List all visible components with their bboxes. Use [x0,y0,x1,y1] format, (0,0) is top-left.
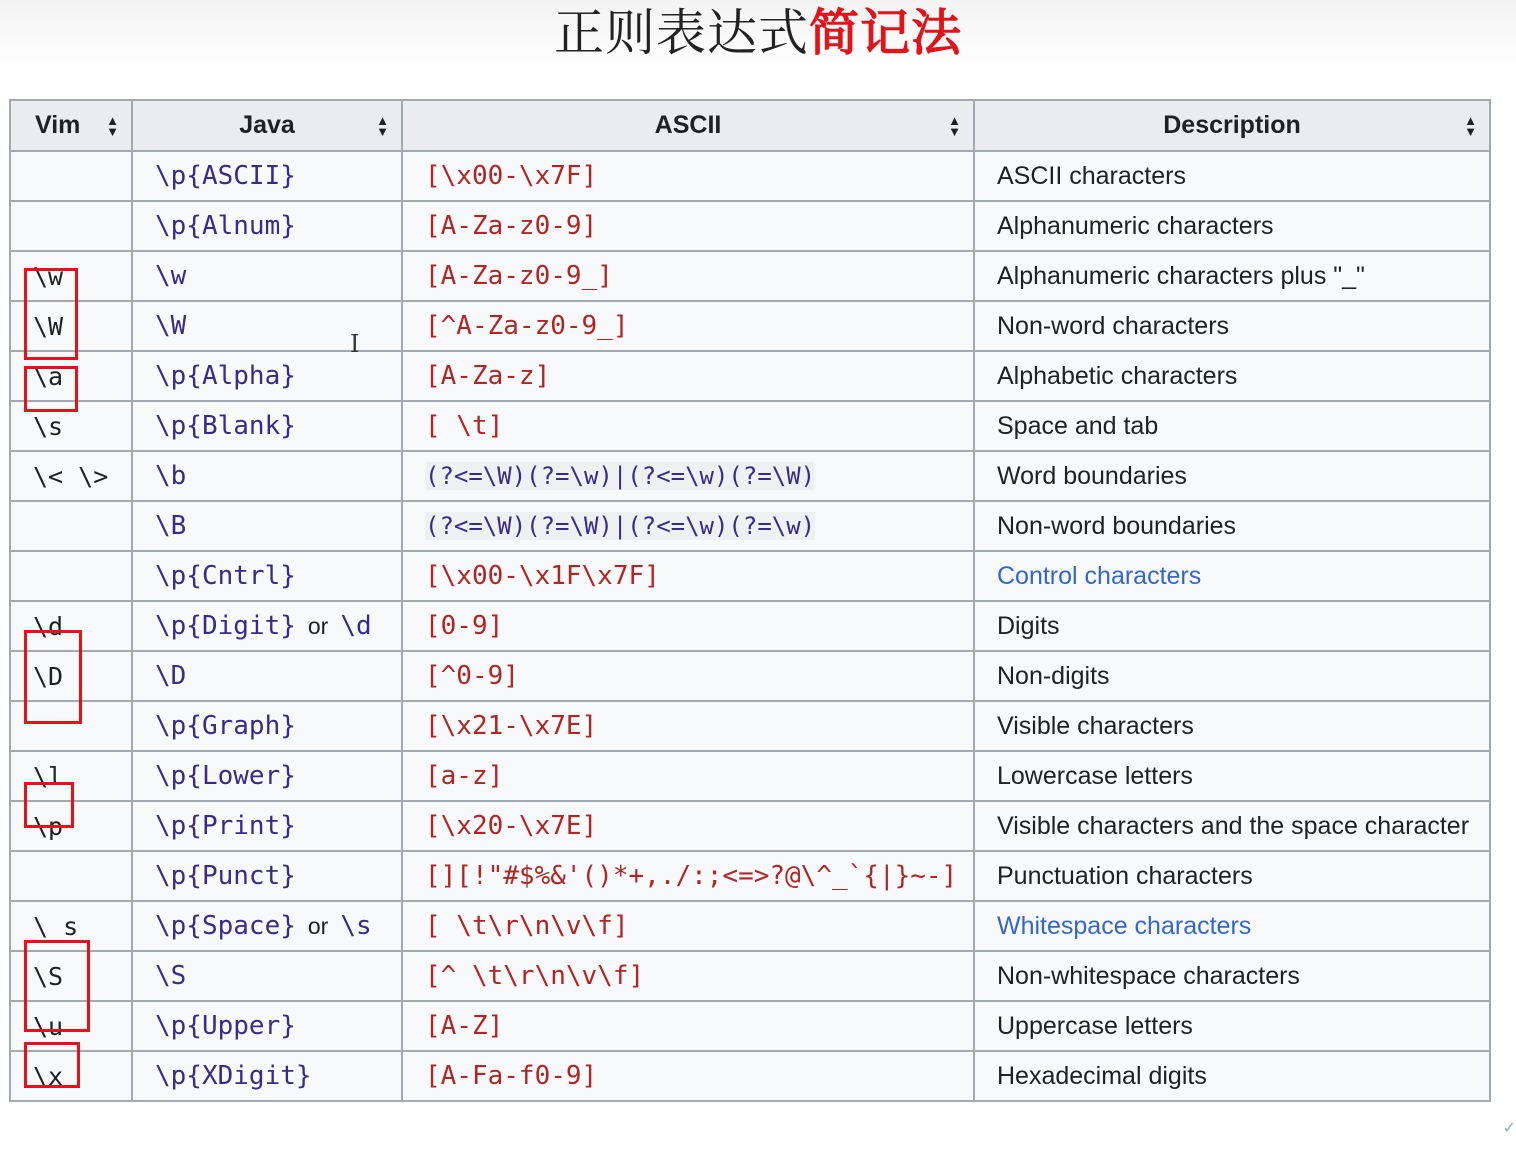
cell-description [974,301,1490,351]
cell-java [132,151,402,201]
cell-ascii [402,201,974,251]
cell-description [974,801,1490,851]
cell-java [132,951,402,1001]
description-link[interactable]: Control characters [997,561,1202,590]
description-text: ASCII characters [997,161,1186,190]
java-class: \p{Cntrl} [155,561,296,591]
ascii-pattern: [A-Za-z0-9] [425,211,598,241]
java-class: \D [155,661,187,691]
ascii-pattern: [\x00-\x1F\x7F] [425,561,660,591]
cell-ascii [402,301,974,351]
cell-java [132,1001,402,1051]
cell-ascii [402,1001,974,1051]
description-text: Lowercase letters [997,761,1193,790]
cell-description [974,451,1490,501]
cell-vim [10,151,132,201]
cell-vim: \u [10,1001,132,1051]
header-vim[interactable] [10,100,132,151]
cell-ascii [402,551,974,601]
cell-java [132,851,402,901]
cell-description [974,501,1490,551]
table-row [10,151,1490,201]
description-text: Punctuation characters [997,861,1253,890]
ascii-pattern: [A-Za-z0-9_] [425,261,613,291]
java-class: \S [155,961,187,991]
header-ascii-label: ASCII [654,111,722,139]
description-link[interactable]: Whitespace characters [997,911,1252,940]
cell-ascii [402,601,974,651]
title-highlight: 简记法 [809,3,962,62]
table-row [10,1051,1490,1101]
table-row [10,301,1490,351]
ascii-pattern: [\x00-\x7F] [425,161,598,191]
cell-java [132,401,402,451]
java-class: \p{Punct} [155,861,296,891]
java-class: \p{Digit} [155,611,296,641]
cell-java [132,801,402,851]
sort-updown-icon[interactable]: ▲ ▼ [1464,112,1477,139]
cell-java [132,901,402,951]
table-row [10,751,1490,801]
header-vim-label: Vim [35,111,81,139]
ascii-pattern: [ \t] [425,411,504,441]
java-class: \p{XDigit} [155,1061,312,1091]
cell-description [974,1051,1490,1101]
cell-ascii [402,901,974,951]
java-class: \b [155,461,187,491]
cell-ascii [402,451,974,501]
ascii-pattern: [a-z] [425,761,504,791]
cell-description [974,601,1490,651]
table-row [10,551,1490,601]
ascii-pattern: [A-Z] [425,1011,504,1041]
description-text: Alphanumeric characters plus "_" [997,261,1365,290]
sort-updown-icon[interactable]: ▲ ▼ [376,112,389,139]
sort-updown-icon[interactable]: ▲ ▼ [106,112,119,139]
description-text: Non-whitespace characters [997,961,1300,990]
table-row [10,451,1490,501]
cell-vim [10,201,132,251]
table-header-row [10,100,1490,151]
ascii-pattern: [\x20-\x7E] [425,811,598,841]
header-description[interactable] [974,100,1490,151]
cell-java [132,701,402,751]
cell-ascii [402,351,974,401]
java-class: \w [155,261,187,291]
cell-description [974,251,1490,301]
java-alt-class: \s [340,911,372,941]
text-cursor-icon: I [350,330,360,358]
cell-ascii [402,751,974,801]
table-row [10,651,1490,701]
java-class: \p{Blank} [155,411,296,441]
cell-ascii [402,801,974,851]
header-java[interactable] [132,100,402,151]
cell-vim: \s [10,401,132,451]
description-text: Alphanumeric characters [997,211,1274,240]
table-row [10,501,1490,551]
cell-vim: \_s [10,901,132,951]
table-row [10,1001,1490,1051]
java-class: \p{ASCII} [155,161,296,191]
cell-java [132,601,402,651]
java-class: \p{Upper} [155,1011,296,1041]
description-text: Visible characters [997,711,1194,740]
cell-description [974,701,1490,751]
cell-ascii [402,401,974,451]
java-class: \p{Graph} [155,711,296,741]
cell-ascii [402,851,974,901]
page-title [0,0,1516,66]
cell-java [132,301,402,351]
description-text: Hexadecimal digits [997,1061,1207,1090]
cell-java [132,551,402,601]
java-class: \p{Lower} [155,761,296,791]
ascii-pattern: [^0-9] [425,661,519,691]
cell-description [974,351,1490,401]
java-or: or [307,913,329,939]
cell-vim: \D [10,651,132,701]
cell-vim [10,701,132,751]
table-row [10,251,1490,301]
ascii-pattern: [ \t\r\n\v\f] [425,911,629,941]
ascii-pattern: [A-Fa-f0-9] [425,1061,598,1091]
description-text: Word boundaries [997,461,1187,490]
table-row [10,401,1490,451]
java-class: \p{Space} [155,911,296,941]
ascii-pattern: [A-Za-z] [425,361,551,391]
table-row [10,901,1490,951]
cell-vim: \d [10,601,132,651]
cell-ascii [402,251,974,301]
java-class: \W [155,311,187,341]
ascii-pattern: [\x21-\x7E] [425,711,598,741]
ascii-pattern: [^ \t\r\n\v\f] [425,961,645,991]
cell-vim: \l [10,751,132,801]
cell-java [132,451,402,501]
header-description-label: Description [1163,111,1301,139]
cell-vim: \p [10,801,132,851]
cell-vim: \x [10,1051,132,1101]
header-java-label: Java [239,111,295,139]
cell-ascii [402,701,974,751]
table-row [10,701,1490,751]
description-text: Digits [997,611,1060,640]
cell-description[interactable] [974,901,1490,951]
cell-description [974,751,1490,801]
cell-vim: \< \> [10,451,132,501]
regex-shorthand-table [9,99,1491,1102]
table-row [10,851,1490,901]
cell-description [974,1001,1490,1051]
ascii-pattern: [^A-Za-z0-9_] [425,311,629,341]
description-text: Space and tab [997,411,1159,440]
cell-vim: \a [10,351,132,401]
cell-java [132,501,402,551]
description-text: Uppercase letters [997,1011,1193,1040]
java-or: or [307,613,329,639]
cell-description [974,151,1490,201]
cell-vim [10,551,132,601]
cell-java [132,651,402,701]
ascii-pattern: [][!"#$%&'()*+,./:;<=>?@\^_`{|}~-] [425,861,958,891]
cell-description [974,951,1490,1001]
cell-description [974,201,1490,251]
ascii-pattern: [0-9] [425,611,504,641]
description-text: Non-word characters [997,311,1230,340]
cell-java [132,751,402,801]
java-class: \p{Alpha} [155,361,296,391]
java-alt-class: \d [340,611,372,641]
cell-ascii [402,651,974,701]
table-row [10,601,1490,651]
ascii-pattern: (?<=\W)(?=\W)|(?<=\w)(?=\w) [425,511,816,540]
cell-description [974,651,1490,701]
check-icon: ✓ [1502,1120,1516,1137]
sort-updown-icon[interactable]: ▲ ▼ [948,112,961,139]
cell-ascii [402,1051,974,1101]
table-row [10,351,1490,401]
cell-description [974,401,1490,451]
cell-vim: \w [10,251,132,301]
description-text: Visible characters and the space character [997,811,1470,840]
description-text: Alphabetic characters [997,361,1238,390]
cell-java [132,351,402,401]
java-class: \p{Print} [155,811,296,841]
cell-vim [10,851,132,901]
ascii-pattern: (?<=\W)(?=\w)|(?<=\w)(?=\W) [425,461,816,490]
cell-ascii [402,501,974,551]
java-class: \B [155,511,187,541]
cell-java [132,251,402,301]
table-row [10,801,1490,851]
java-class: \p{Alnum} [155,211,296,241]
table-row [10,201,1490,251]
table-row [10,951,1490,1001]
cell-vim [10,501,132,551]
cell-java [132,1051,402,1101]
cell-vim: \S [10,951,132,1001]
description-text: Non-digits [997,661,1110,690]
cell-ascii [402,951,974,1001]
cell-description[interactable] [974,551,1490,601]
cell-description [974,851,1490,901]
description-text: Non-word boundaries [997,511,1237,540]
cell-java [132,201,402,251]
title-main: 正则表达式 [554,4,809,62]
header-ascii[interactable] [402,100,974,151]
cell-vim: \W [10,301,132,351]
cell-ascii [402,151,974,201]
